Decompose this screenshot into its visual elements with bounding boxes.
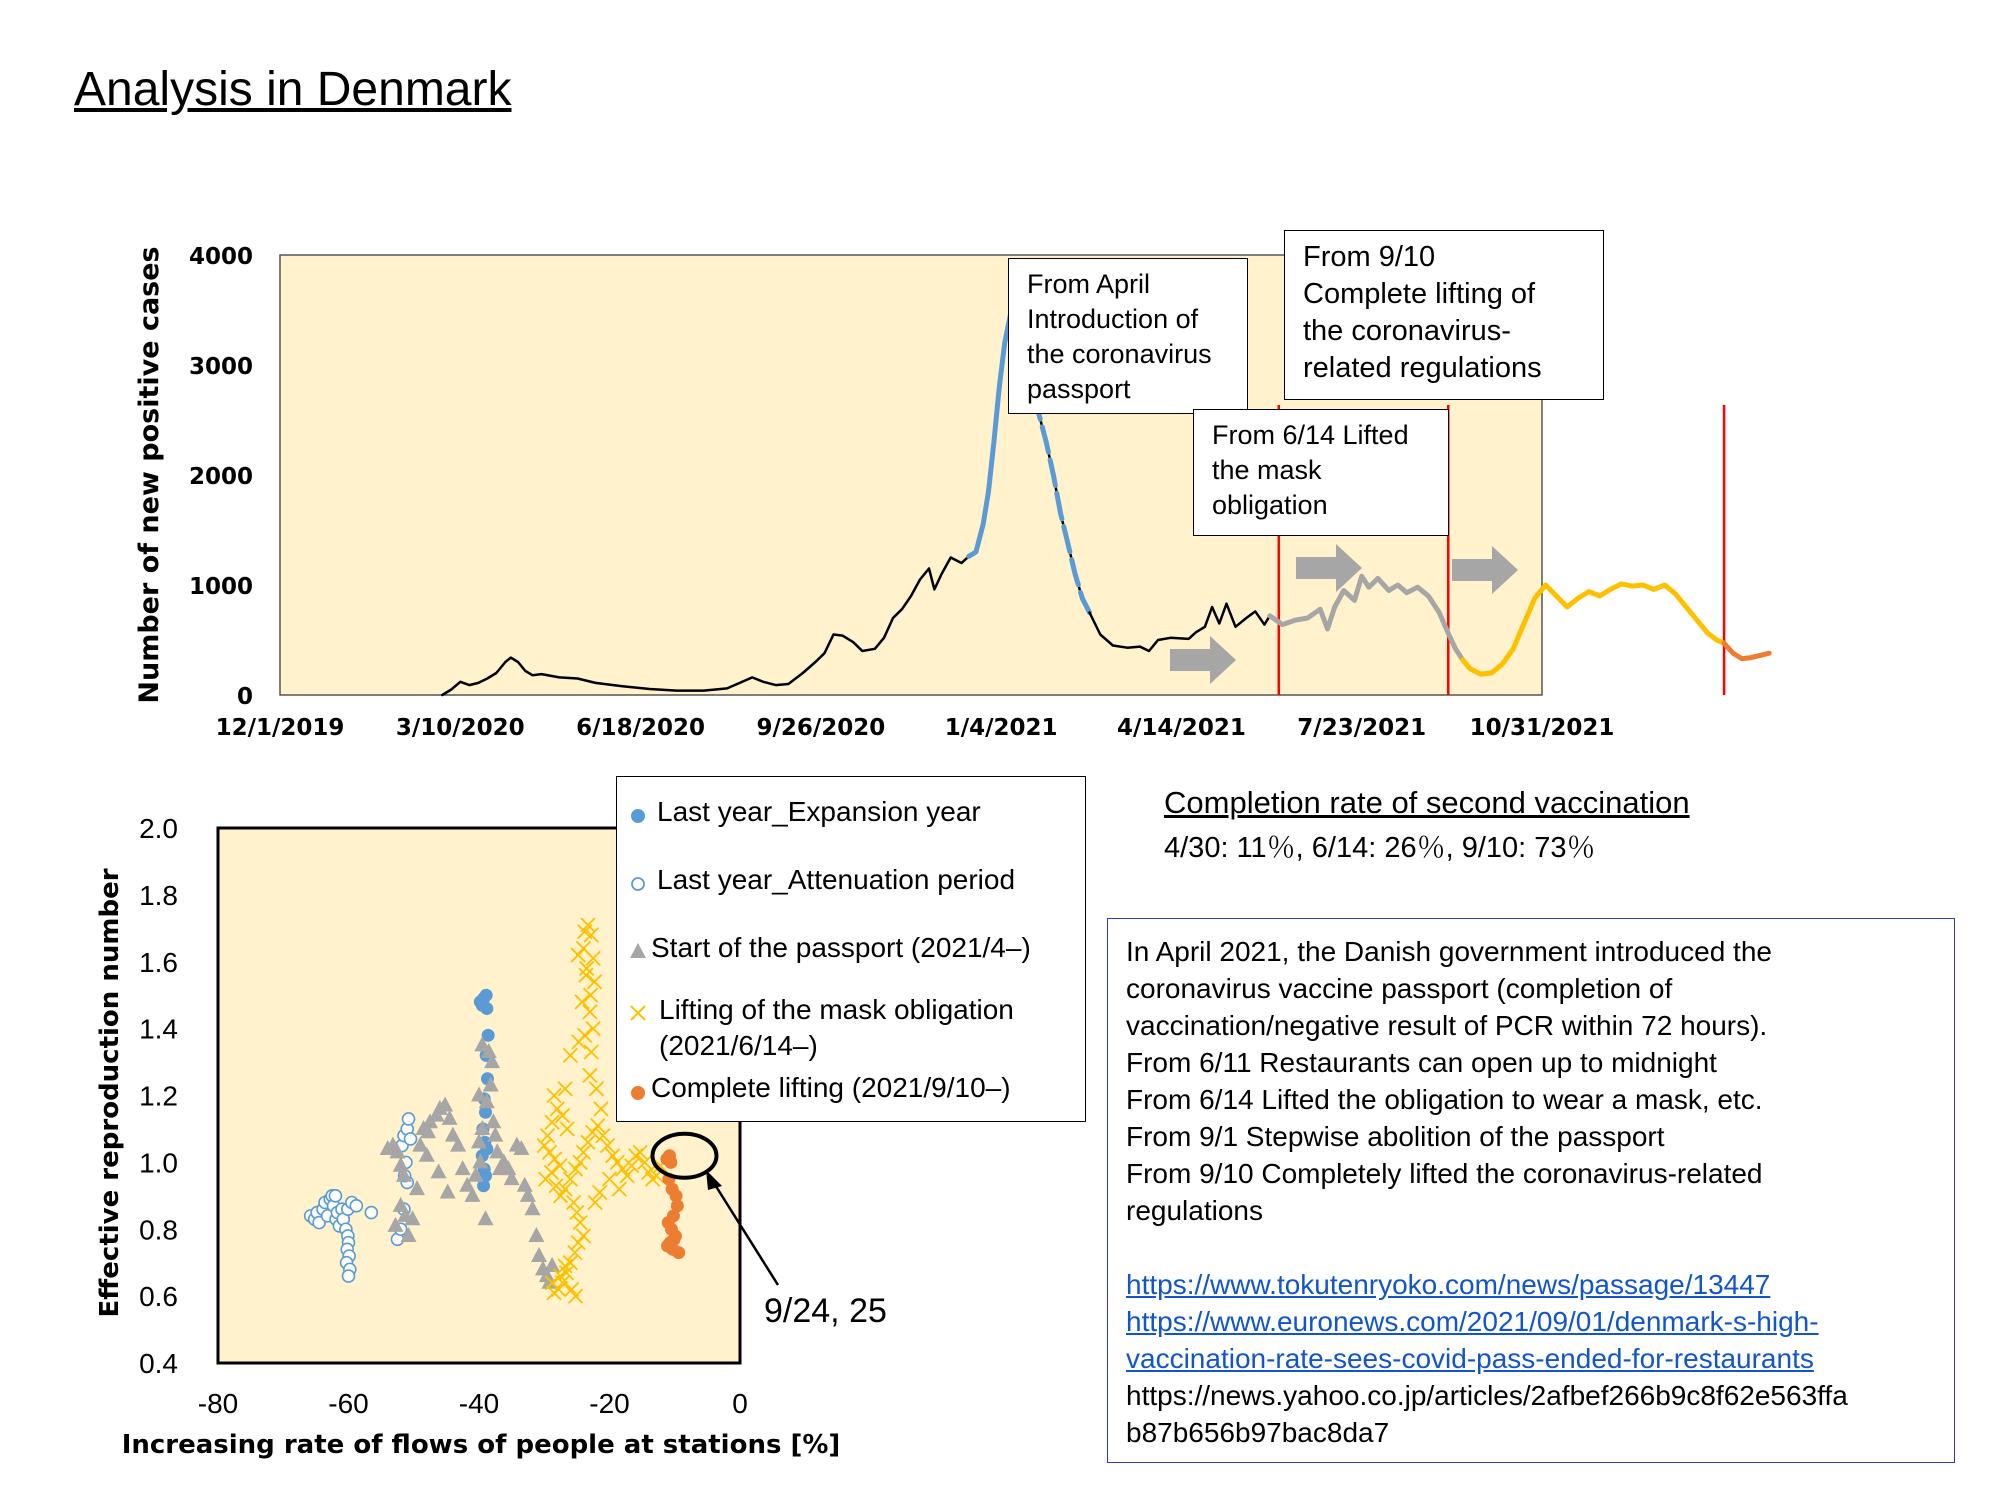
link-euronews-1[interactable]: https://www.euronews.com/2021/09/01/denmark-s-high- bbox=[1126, 1306, 1819, 1337]
y-tick-label: 0 bbox=[236, 684, 253, 710]
scatter-y-tick-labels bbox=[139, 813, 178, 1379]
highlight-label: 9/24, 25 bbox=[764, 1292, 887, 1330]
scatter-legend bbox=[616, 776, 1086, 1122]
scatter-y-tick-label: 1.2 bbox=[139, 1080, 178, 1112]
complete-lifting-note: From 9/10 Complete lifting of the coronavirus- related regulations bbox=[1284, 230, 1604, 400]
info-line: regulations bbox=[1126, 1195, 1263, 1226]
page-title: Analysis in Denmark bbox=[74, 63, 512, 116]
info-line: From 9/10 Completely lifted the coronavirus-related bbox=[1126, 1158, 1763, 1189]
info-line: From 6/11 Restaurants can open up to midnight bbox=[1126, 1047, 1717, 1078]
passport-note: From April Introduction of the coronavirus passport bbox=[1008, 258, 1248, 414]
scatter-y-tick-label: 0.8 bbox=[139, 1214, 178, 1246]
legend-marker-attenuation bbox=[627, 873, 649, 895]
legend-label-attenuation: Last year_Attenuation period bbox=[657, 864, 1016, 895]
x-tick-label: 9/26/2020 bbox=[756, 715, 886, 741]
info-line: coronavirus vaccine passport (completion of bbox=[1126, 973, 1673, 1004]
vaccination-title: Completion rate of second vaccination bbox=[1164, 785, 1690, 820]
link-euronews-2[interactable]: vaccination-rate-sees-covid-pass-ended-for-restaurants bbox=[1126, 1343, 1814, 1374]
link-tokutenryoko[interactable]: https://www.tokutenryoko.com/news/passage/13447 bbox=[1126, 1269, 1771, 1300]
y-tick-label: 3000 bbox=[188, 354, 253, 380]
x-tick-label: 4/14/2021 bbox=[1117, 715, 1246, 741]
x-tick-label: 1/4/2021 bbox=[944, 715, 1058, 741]
source-yahoo-1: https://news.yahoo.co.jp/articles/2afbef266b9c8f62e563ffa bbox=[1126, 1380, 1848, 1411]
x-tick-label: 3/10/2020 bbox=[395, 715, 525, 741]
info-line: From 6/14 Lifted the obligation to wear a mask, etc. bbox=[1126, 1084, 1763, 1115]
scatter-y-tick-label: 0.4 bbox=[139, 1348, 178, 1379]
scatter-y-axis-label: Effective reproduction number bbox=[95, 868, 125, 1318]
y-tick-label: 1000 bbox=[188, 574, 253, 600]
legend-marker-expansion bbox=[627, 805, 649, 827]
scatter-x-tick-label: -20 bbox=[589, 1388, 630, 1419]
x-tick-label: 7/23/2021 bbox=[1297, 715, 1427, 741]
scatter-y-tick-label: 1.8 bbox=[139, 879, 178, 911]
legend-marker-passport bbox=[627, 940, 649, 962]
scatter-y-tick-label: 1.4 bbox=[139, 1013, 178, 1045]
x-tick-label: 12/1/2019 bbox=[215, 715, 345, 741]
scatter-point bbox=[664, 1156, 677, 1169]
legend-label-passport: Start of the passport (2021/4–) bbox=[651, 932, 1031, 963]
scatter-x-tick-label: 0 bbox=[732, 1388, 748, 1419]
legend-label-expansion: Last year_Expansion year bbox=[657, 796, 981, 827]
mask-note: From 6/14 Lifted the mask obligation bbox=[1193, 409, 1449, 536]
y-tick-label: 2000 bbox=[188, 464, 253, 490]
scatter-y-tick-label: 1.0 bbox=[139, 1147, 178, 1179]
scatter-point bbox=[329, 1190, 341, 1202]
info-box bbox=[1107, 918, 1955, 1463]
info-line: In April 2021, the Danish government introduced the bbox=[1126, 936, 1772, 967]
info-line: From 9/1 Stepwise abolition of the passport bbox=[1126, 1121, 1665, 1152]
legend-marker-complete bbox=[627, 1082, 649, 1104]
scatter-point bbox=[480, 1002, 493, 1015]
x-tick-label: 6/18/2020 bbox=[576, 715, 705, 741]
y-axis-label: Number of new positive cases bbox=[134, 246, 165, 704]
scatter-point bbox=[343, 1270, 355, 1282]
x-tick-label: 10/31/2021 bbox=[1469, 715, 1615, 741]
scatter-y-tick-label: 2.0 bbox=[139, 813, 178, 844]
legend-label-complete: Complete lifting (2021/9/10–) bbox=[651, 1072, 1011, 1103]
scatter-x-tick-label: -80 bbox=[197, 1388, 239, 1419]
source-yahoo-2: b87b656b97bac8da7 bbox=[1126, 1417, 1390, 1448]
scatter-y-tick-label: 0.6 bbox=[139, 1281, 178, 1313]
scatter-point bbox=[668, 1233, 681, 1246]
scatter-x-tick-label: -60 bbox=[328, 1388, 369, 1419]
scatter-x-tick-label: -40 bbox=[458, 1388, 500, 1419]
scatter-point bbox=[672, 1246, 685, 1259]
info-line: vaccination/negative result of PCR within 72 hours). bbox=[1126, 1010, 1768, 1041]
y-tick-label: 4000 bbox=[188, 244, 253, 270]
legend-label-mask-1: Lifting of the mask obligation bbox=[659, 994, 1014, 1025]
scatter-point bbox=[403, 1113, 415, 1125]
scatter-point bbox=[365, 1207, 377, 1219]
scatter-x-tick-labels bbox=[198, 1388, 748, 1419]
scatter-y-tick-label: 1.6 bbox=[139, 946, 178, 978]
scatter-point bbox=[350, 1200, 362, 1212]
vaccination-values: 4/30: 11％, 6/14: 26％, 9/10: 73％ bbox=[1164, 832, 1596, 864]
scatter-point bbox=[404, 1133, 416, 1145]
scatter-x-axis-label: Increasing rate of flows of people at stations [%] bbox=[121, 1430, 841, 1460]
legend-marker-mask bbox=[627, 1002, 649, 1024]
legend-label-mask-2: (2021/6/14–) bbox=[659, 1030, 818, 1061]
